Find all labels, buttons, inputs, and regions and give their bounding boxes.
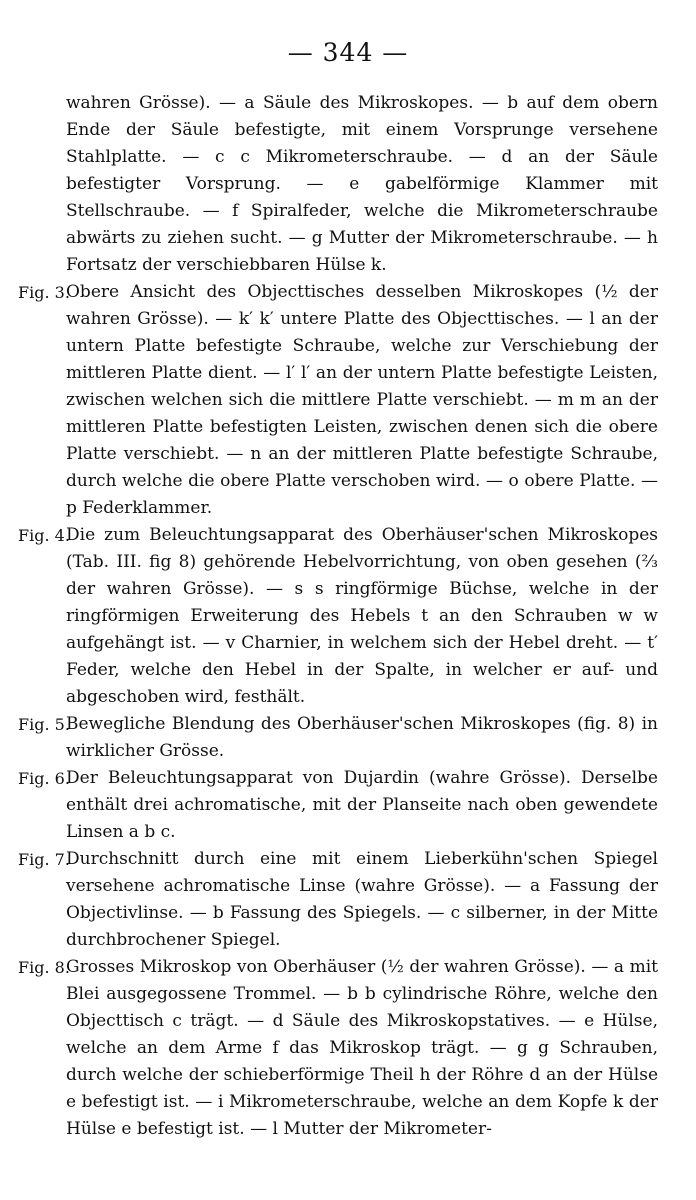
figure-entry-4 <box>18 522 658 711</box>
figure-label: Fig. 6. <box>18 769 70 788</box>
figure-description: Obere Ansicht des Objecttisches desselben Mikroskopes (½ der wahren Grösse). — k′ k′ untere Platte des Objecttisches. — l an der untern Platte befestigte Schraube, welche zur Verschiebung der mittleren Platte dient. — l′ l′ an der untern Platte befestigte Leisten, zwischen welchen sich die mittlere Platte verschiebt. — m m an der mittleren Platte befestigten Leisten, zwischen denen sich die obere Platte verschiebt. — n an der mittleren Platte befestigte Schraube, durch welche die obere Platte verschoben wird. — o obere Platte. — p Federklammer. <box>66 282 658 518</box>
figure-entry-3 <box>18 279 658 522</box>
figure-label: Fig. 5. <box>18 715 70 734</box>
intro-paragraph: wahren Grösse). — a Säule des Mikroskopes. — b auf dem obern Ende der Säule befestigte, mit einem Vorsprunge versehene Stahlplatte. — c c Mikrometerschraube. — d an der Säule befestigter Vorsprung. — e gabelförmige Klammer mit Stellschraube. — f Spiralfeder, welche die Mikrometerschraube abwärts zu ziehen sucht. — g Mutter der Mikrometerschraube. — h Fortsatz der verschiebbaren Hülse k. <box>66 93 658 275</box>
figure-label: Fig. 4. <box>18 526 70 545</box>
figure-description: Die zum Beleuchtungsapparat des Oberhäuser'schen Mikroskopes (Tab. III. fig 8) gehörende Hebelvorrichtung, von oben gesehen (⅔ der wahren Grösse). — s s ringförmige Büchse, welche in der ringförmigen Erweiterung des Hebels t an den Schrauben w w aufgehängt ist. — v Charnier, in welchem sich der Hebel dreht. — t′ Feder, welche den Hebel in der Spalte, in welcher er auf- und abgeschoben wird, festhält. <box>66 525 658 707</box>
figure-entry-7 <box>18 846 658 954</box>
figure-description: Durchschnitt durch eine mit einem Lieberkühn'schen Spiegel versehene achromatische Linse (wahre Grösse). — a Fassung der Objectivlinse. — b Fassung des Spiegels. — c silberner, in der Mitte durchbrochener Spiegel. <box>66 849 658 950</box>
figure-label: Fig. 8. <box>18 958 70 977</box>
figure-description: Grosses Mikroskop von Oberhäuser (½ der wahren Grösse). — a mit Blei ausgegossene Trommel. — b b cylindrische Röhre, welche den Objecttisch c trägt. — d Säule des Mikroskopstatives. — e Hülse, welche an dem Arme f das Mikroskop trägt. — g g Schrauben, durch welche der schieberförmige Theil h der Röhre d an der Hülse e befestigt ist. — i Mikrometerschraube, welche an dem Kopfe k der Hülse e befestigt ist. — l Mutter der Mikrometer- <box>66 957 658 1139</box>
figure-label: Fig. 3. <box>18 283 70 302</box>
figure-description: Bewegliche Blendung des Oberhäuser'schen Mikroskopes (fig. 8) in wirklicher Grösse. <box>66 714 658 761</box>
page-number: — 344 — <box>287 38 409 67</box>
figure-label: Fig. 7. <box>18 850 70 869</box>
figure-entry-5 <box>18 711 658 765</box>
figure-description: Der Beleuchtungsapparat von Dujardin (wahre Grösse). Derselbe enthält drei achromatische, mit der Planseite nach oben gewendete Linsen a b c. <box>66 768 658 842</box>
figure-entry-6 <box>18 765 658 846</box>
page-body <box>18 90 658 1143</box>
figure-entry-8 <box>18 954 658 1143</box>
